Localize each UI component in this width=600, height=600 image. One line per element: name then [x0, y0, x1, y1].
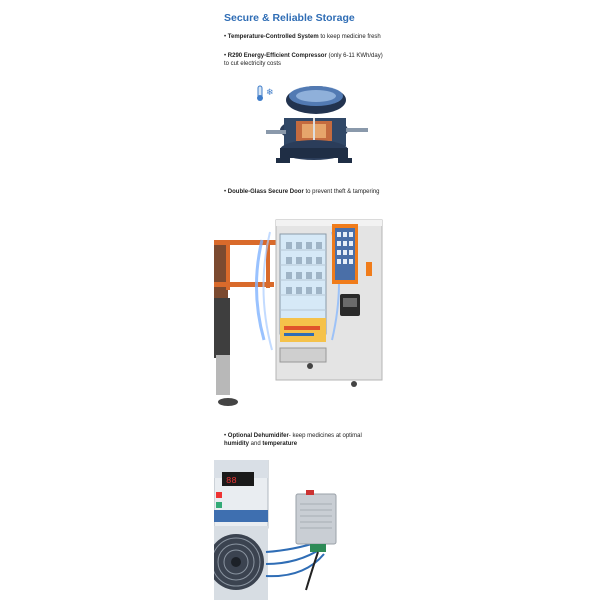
bullet-compressor-text: (only 6-11 KWh/day) to cut electricity costs	[224, 53, 383, 67]
compressor-image	[254, 78, 384, 173]
bullet-door-bold: Double-Glass Secure Door	[227, 189, 304, 195]
bullet-temperature-text: to keep medicine fresh	[318, 34, 381, 40]
dehumidifier-image	[214, 460, 386, 600]
bullet-humidity-bold: humidity	[224, 441, 249, 447]
bullet-dehumidifier-bold: Optional Dehumidifer	[227, 433, 289, 439]
bullet-and-text: and	[249, 441, 263, 447]
bullet-dehumidifier-text: - keep medicines at optimal	[288, 433, 362, 439]
bullet-compressor-bold: R290 Energy-Efficient Compressor	[227, 53, 327, 59]
thermometer-icon	[257, 86, 263, 101]
product-panel	[214, 0, 386, 600]
svg-text:88: 88	[226, 476, 237, 486]
bullet-temperature-bold: Temperature-Controlled System	[227, 34, 319, 40]
snowflake-icon: ❄	[266, 87, 274, 97]
vending-machine-image	[214, 210, 386, 410]
bullet-door-text: to prevent theft & tampering	[303, 189, 380, 195]
bullet-compressor: • R290 Energy-Efficient Compressor (only 6-11 KWh/day) to cut electricity costs	[224, 53, 383, 67]
section-title: Secure & Reliable Storage	[224, 12, 355, 24]
bullet-temperature-bold-2: temperature	[262, 441, 298, 447]
bullet-temperature: • Temperature-Controlled System to keep medicine fresh	[224, 34, 381, 40]
bullet-door: • Double-Glass Secure Door to prevent theft & tampering	[224, 189, 380, 195]
bullet-dehumidifier: • Optional Dehumidifer- keep medicines at optimal humidity and temperature	[224, 433, 362, 447]
